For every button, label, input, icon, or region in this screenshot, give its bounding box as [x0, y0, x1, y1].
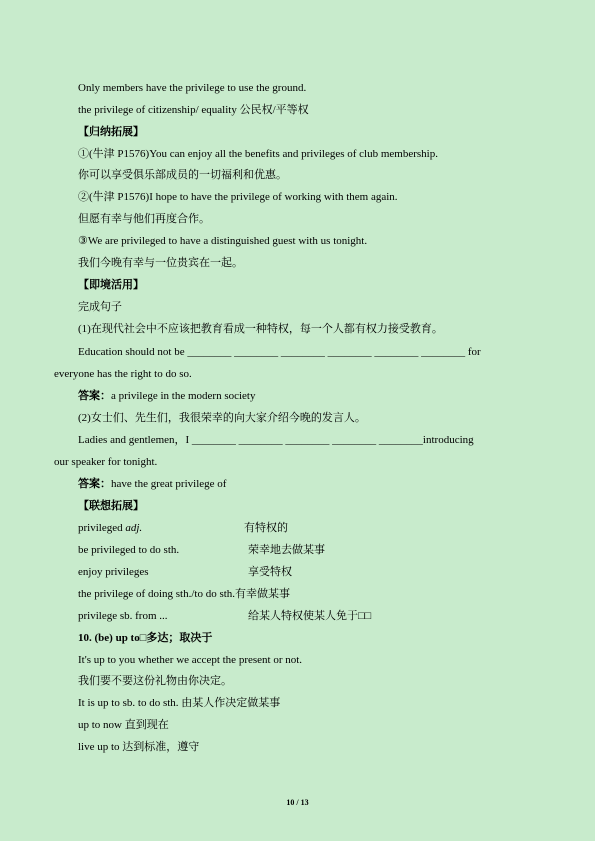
- section-heading-practice: 【即境活用】: [78, 279, 144, 291]
- section-heading-summary: 【归纳拓展】: [78, 126, 144, 138]
- translation-line: 我们要不要这份礼物由你决定。: [78, 675, 232, 687]
- association-term: be privileged to do sth.: [78, 544, 180, 556]
- translation-line: 但愿有幸与他们再度合作。: [78, 213, 210, 225]
- exercise-prompt: (2)女士们、先生们，我很荣幸的向大家介绍今晚的发言人。: [78, 412, 366, 424]
- example-sentence: ②(牛津 P1576)I hope to have the privilege of working with them again.: [78, 191, 398, 203]
- association-term: privileged adj.: [78, 522, 143, 534]
- association-row: [78, 521, 288, 535]
- answer-text: a privilege in the modern society: [111, 390, 256, 402]
- association-meaning: 有特权的: [244, 522, 288, 534]
- example-sentence: ③We are privileged to have a distinguished guest with us tonight.: [78, 235, 368, 247]
- example-sentence: It's up to you whether we accept the present or not.: [78, 654, 303, 666]
- association-row: [78, 587, 290, 601]
- example-sentence: ①(牛津 P1576)You can enjoy all the benefits and privileges of club membership.: [78, 148, 438, 160]
- phrase-line: the privilege of citizenship/ equality 公民权/平等权: [78, 104, 309, 116]
- association-meaning: 有幸做某事: [235, 588, 291, 600]
- exercise-blank-continuation: everyone has the right to do so.: [54, 368, 192, 380]
- association-term: the privilege of doing sth./to do sth.: [78, 588, 236, 600]
- association-meaning: 享受特权: [248, 566, 292, 578]
- vocabulary-heading: 10. (be) up to□多达；取决于: [78, 632, 213, 644]
- example-sentence: Only members have the privilege to use the ground.: [78, 82, 307, 94]
- phrase-line: up to now 直到现在: [78, 719, 169, 731]
- exercise-instruction: 完成句子: [78, 301, 122, 313]
- exercise-blank-sentence: Ladies and gentlemen，I ________ ________ ________ ________ ________introducing: [78, 434, 474, 446]
- answer-label: 答案：: [78, 478, 111, 490]
- answer-line: [78, 389, 255, 403]
- exercise-blank-continuation: our speaker for tonight.: [54, 456, 158, 468]
- phrase-line: It is up to sb. to do sth. 由某人作决定做某事: [78, 697, 281, 709]
- page-number: 10 / 13: [286, 798, 309, 807]
- exercise-prompt: (1)在现代社会中不应该把教育看成一种特权，每一个人都有权力接受教育。: [78, 323, 443, 335]
- translation-line: 你可以享受俱乐部成员的一切福利和优惠。: [78, 169, 287, 181]
- association-row: [78, 543, 325, 557]
- answer-line: [78, 477, 226, 491]
- answer-text: have the great privilege of: [111, 478, 227, 490]
- association-row: [78, 565, 292, 579]
- section-heading-association: 【联想拓展】: [78, 500, 144, 512]
- association-term: privilege sb. from ...: [78, 610, 168, 622]
- association-term: enjoy privileges: [78, 566, 149, 578]
- association-row: [78, 609, 372, 623]
- answer-label: 答案：: [78, 390, 111, 402]
- phrase-line: live up to 达到标准，遵守: [78, 741, 200, 753]
- translation-line: 我们今晚有幸与一位贵宾在一起。: [78, 257, 243, 269]
- association-meaning: 给某人特权使某人免于□□: [248, 610, 372, 622]
- exercise-blank-sentence: Education should not be ________ ________ ________ ________ ________ ________ for: [78, 346, 481, 358]
- association-meaning: 荣幸地去做某事: [248, 544, 325, 556]
